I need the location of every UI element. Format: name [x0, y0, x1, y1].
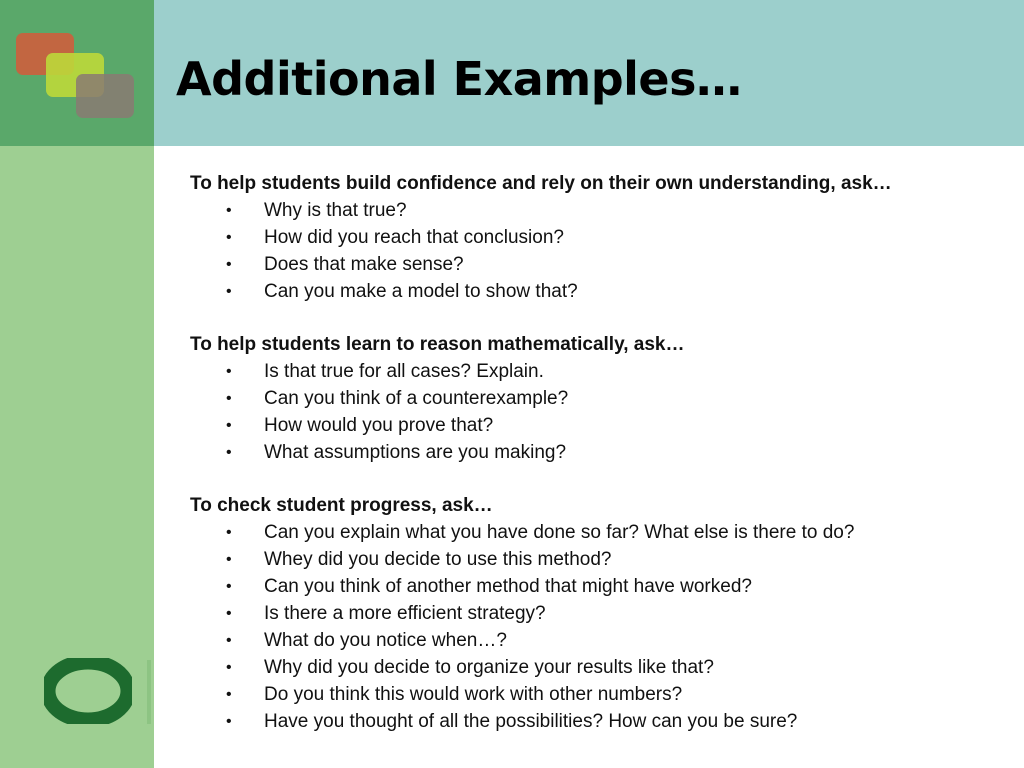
list-item: [190, 224, 1010, 251]
list-item-text: What do you notice when…?: [264, 630, 507, 651]
bullet-icon: •: [226, 632, 232, 649]
bullet-icon: •: [226, 605, 232, 622]
list-item: [190, 358, 1010, 385]
list-item: [190, 546, 1010, 573]
bullet-icon: •: [226, 202, 232, 219]
list-item: [190, 654, 1010, 681]
list-item-text: Can you think of a counterexample?: [264, 388, 569, 409]
list-item-text: Can you explain what you have done so far? What else is there to do?: [264, 522, 855, 543]
bullet-icon: •: [226, 363, 232, 380]
header-corner: [0, 0, 154, 146]
list-item: [190, 439, 1010, 466]
list-item-text: Can you make a model to show that?: [264, 281, 578, 302]
bullet-icon: •: [226, 256, 232, 273]
list-item: [190, 600, 1010, 627]
list-item-text: Whey did you decide to use this method?: [264, 549, 612, 570]
section-confidence: [190, 170, 1010, 305]
list-item-text: Is there a more efficient strategy?: [264, 603, 546, 624]
list-item: [190, 708, 1010, 735]
decorative-square-gray: [76, 74, 134, 118]
bullet-icon: •: [226, 524, 232, 541]
logo-divider: [147, 660, 151, 724]
section-heading: To help students learn to reason mathematically, ask…: [190, 334, 685, 355]
slide-title: Additional Examples…: [176, 52, 742, 106]
university-o-logo: [44, 658, 132, 724]
bullet-icon: •: [226, 417, 232, 434]
bullet-icon: •: [226, 229, 232, 246]
section-heading: To help students build confidence and rely on their own understanding, ask…: [190, 173, 892, 194]
bullet-icon: •: [226, 578, 232, 595]
list-item-text: Can you think of another method that might have worked?: [264, 576, 752, 597]
bullet-icon: •: [226, 713, 232, 730]
section-heading: To check student progress, ask…: [190, 495, 493, 516]
bullet-icon: •: [226, 659, 232, 676]
slide-content: [190, 170, 1010, 761]
bullet-icon: •: [226, 283, 232, 300]
list-item: [190, 251, 1010, 278]
list-item-text: Do you think this would work with other numbers?: [264, 684, 683, 705]
question-list: [190, 519, 1010, 735]
question-list: [190, 358, 1010, 466]
list-item: [190, 681, 1010, 708]
list-item: [190, 627, 1010, 654]
list-item-text: What assumptions are you making?: [264, 442, 567, 463]
question-list: [190, 197, 1010, 305]
bullet-icon: •: [226, 390, 232, 407]
section-progress: [190, 492, 1010, 735]
section-reasoning: [190, 331, 1010, 466]
bullet-icon: •: [226, 686, 232, 703]
bullet-icon: •: [226, 444, 232, 461]
list-item: [190, 573, 1010, 600]
list-item: [190, 412, 1010, 439]
list-item-text: Why did you decide to organize your results like that?: [264, 657, 714, 678]
list-item: [190, 519, 1010, 546]
list-item-text: Is that true for all cases? Explain.: [264, 361, 544, 382]
list-item-text: How did you reach that conclusion?: [264, 227, 564, 248]
list-item: [190, 385, 1010, 412]
list-item-text: Does that make sense?: [264, 254, 464, 275]
list-item-text: Have you thought of all the possibilities? How can you be sure?: [264, 711, 798, 732]
bullet-icon: •: [226, 551, 232, 568]
list-item-text: Why is that true?: [264, 200, 407, 221]
list-item-text: How would you prove that?: [264, 415, 494, 436]
list-item: [190, 197, 1010, 224]
list-item: [190, 278, 1010, 305]
